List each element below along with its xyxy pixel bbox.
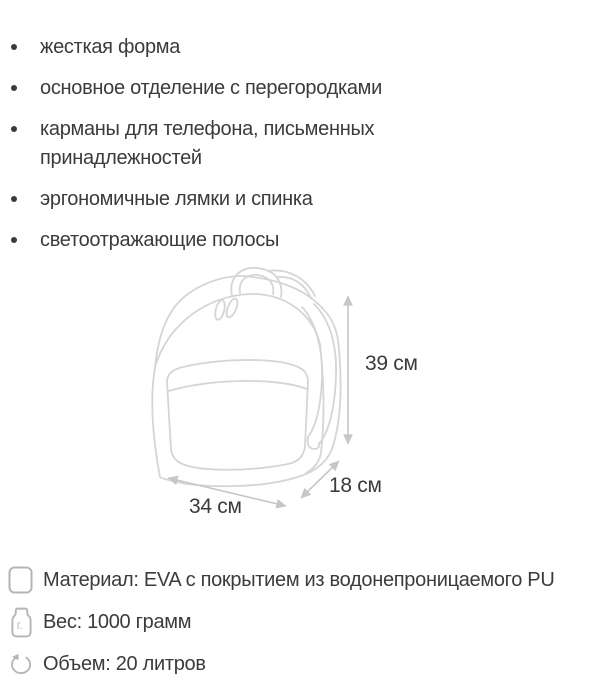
spec-text-material: Материал: EVA с покрытием из водонепроницаемого PU [43, 568, 555, 591]
feature-text: жесткая форма [40, 36, 181, 58]
spec-text-volume: Объем: 20 литров [43, 652, 206, 675]
dimensions-figure [0, 255, 600, 532]
spec-row-volume [8, 648, 600, 680]
weight-icon [8, 607, 34, 638]
dimension-width-label: 34 см [189, 495, 242, 518]
feature-item [0, 33, 600, 62]
spec-row-weight [8, 606, 600, 638]
bullet-icon [11, 237, 17, 243]
bullet-icon [11, 44, 17, 50]
feature-text: карманы для телефона, письменных принадлежностей [40, 118, 375, 169]
spec-row-material [8, 564, 600, 596]
dimension-arrows [0, 255, 600, 532]
feature-item [0, 74, 600, 103]
volume-icon [8, 653, 34, 676]
spec-text-weight: Вес: 1000 грамм [43, 610, 192, 633]
spec-list [0, 564, 600, 680]
dimension-depth-label: 18 см [329, 474, 382, 497]
feature-list [0, 0, 600, 255]
bullet-icon [11, 85, 17, 91]
bullet-icon [11, 126, 17, 132]
dimension-height-label: 39 см [365, 352, 418, 375]
feature-text: основное отделение с перегородками [40, 77, 383, 99]
feature-item [0, 185, 600, 214]
material-icon [8, 566, 34, 595]
feature-item [0, 226, 600, 255]
feature-text: эргономичные лямки и спинка [40, 188, 313, 210]
weight-icon-unit-text: г. [16, 619, 23, 632]
bullet-icon [11, 196, 17, 202]
feature-text: светоотражающие полосы [40, 229, 280, 251]
feature-item [0, 115, 600, 173]
